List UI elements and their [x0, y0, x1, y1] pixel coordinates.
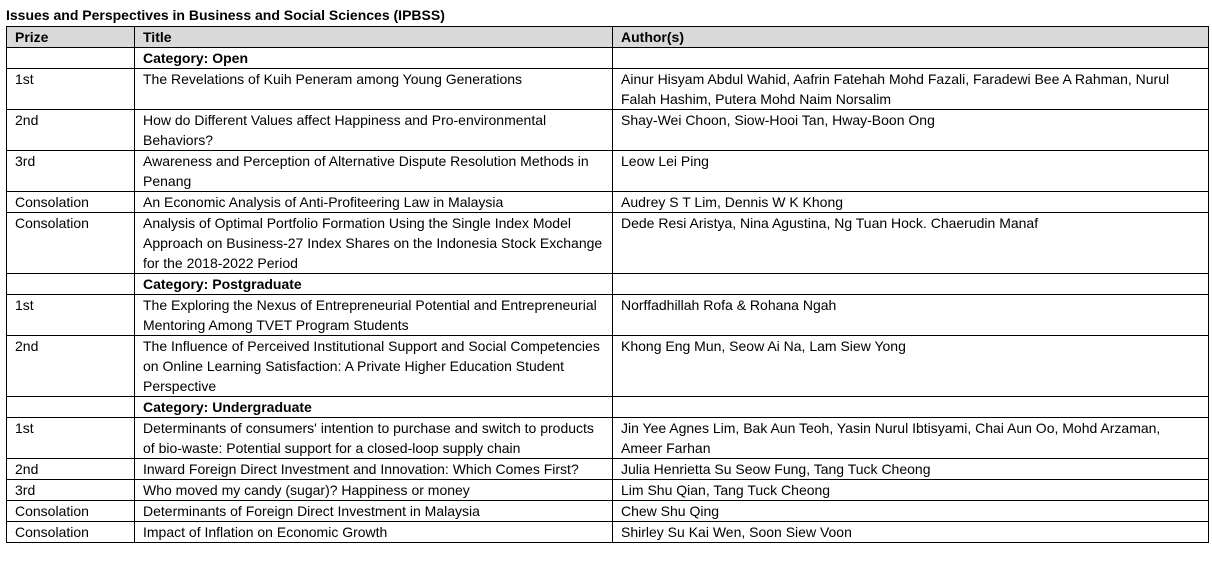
- authors-cell: Lim Shu Qian, Tang Tuck Cheong: [613, 480, 1209, 501]
- title-cell: An Economic Analysis of Anti-Profiteering Law in Malaysia: [135, 192, 613, 213]
- title-cell: Analysis of Optimal Portfolio Formation Using the Single Index Model Approach on Business-27 Index Shares on the Indonesia Stock Exchange for the 2018-2022 Period: [135, 213, 613, 274]
- authors-cell: Dede Resi Aristya, Nina Agustina, Ng Tuan Hock. Chaerudin Manaf: [613, 213, 1209, 274]
- category-label: Category: Postgraduate: [135, 274, 613, 295]
- authors-cell: Chew Shu Qing: [613, 501, 1209, 522]
- authors-cell: Jin Yee Agnes Lim, Bak Aun Teoh, Yasin Nurul Ibtisyami, Chai Aun Oo, Mohd Arzaman, Ameer Farhan: [613, 418, 1209, 459]
- category-label: Category: Open: [135, 48, 613, 69]
- table-row: [7, 522, 1209, 543]
- category-row: [7, 397, 1209, 418]
- title-cell: Determinants of Foreign Direct Investment in Malaysia: [135, 501, 613, 522]
- table-row: [7, 69, 1209, 110]
- authors-cell: Leow Lei Ping: [613, 151, 1209, 192]
- prize-cell: 1st: [7, 295, 135, 336]
- table-row: [7, 336, 1209, 397]
- category-row: [7, 48, 1209, 69]
- header-authors: Author(s): [613, 27, 1209, 48]
- prize-cell: Consolation: [7, 192, 135, 213]
- prize-cell: 3rd: [7, 480, 135, 501]
- table-row: [7, 418, 1209, 459]
- title-cell: The Revelations of Kuih Peneram among Young Generations: [135, 69, 613, 110]
- prize-cell: 2nd: [7, 459, 135, 480]
- prize-cell: Consolation: [7, 522, 135, 543]
- prize-cell: [7, 397, 135, 418]
- header-prize: Prize: [7, 27, 135, 48]
- prize-cell: 1st: [7, 418, 135, 459]
- header-title: Title: [135, 27, 613, 48]
- header-row: [7, 27, 1209, 48]
- title-cell: Awareness and Perception of Alternative Dispute Resolution Methods in Penang: [135, 151, 613, 192]
- title-cell: Determinants of consumers' intention to purchase and switch to products of bio-waste: Potential support for a closed-loop supply chain: [135, 418, 613, 459]
- title-cell: How do Different Values affect Happiness and Pro-environmental Behaviors?: [135, 110, 613, 151]
- category-label: Category: Undergraduate: [135, 397, 613, 418]
- title-cell: The Influence of Perceived Institutional Support and Social Competencies on Online Learning Satisfaction: A Private Higher Education Student Perspective: [135, 336, 613, 397]
- table-row: [7, 295, 1209, 336]
- prize-cell: Consolation: [7, 213, 135, 274]
- authors-cell: Ainur Hisyam Abdul Wahid, Aafrin Fatehah Mohd Fazali, Faradewi Bee A Rahman, Nurul Falah Hashim, Putera Mohd Naim Norsalim: [613, 69, 1209, 110]
- authors-cell: Julia Henrietta Su Seow Fung, Tang Tuck Cheong: [613, 459, 1209, 480]
- prize-cell: 2nd: [7, 336, 135, 397]
- authors-cell: [613, 397, 1209, 418]
- title-cell: The Exploring the Nexus of Entrepreneurial Potential and Entrepreneurial Mentoring Among TVET Program Students: [135, 295, 613, 336]
- title-cell: Inward Foreign Direct Investment and Innovation: Which Comes First?: [135, 459, 613, 480]
- table-row: [7, 459, 1209, 480]
- table-row: [7, 213, 1209, 274]
- authors-cell: [613, 274, 1209, 295]
- authors-cell: Khong Eng Mun, Seow Ai Na, Lam Siew Yong: [613, 336, 1209, 397]
- authors-cell: Shirley Su Kai Wen, Soon Siew Voon: [613, 522, 1209, 543]
- prize-cell: 1st: [7, 69, 135, 110]
- authors-cell: [613, 48, 1209, 69]
- table-row: [7, 110, 1209, 151]
- table-row: [7, 192, 1209, 213]
- authors-cell: Norffadhillah Rofa & Rohana Ngah: [613, 295, 1209, 336]
- document-title: Issues and Perspectives in Business and Social Sciences (IPBSS): [6, 7, 445, 23]
- prize-cell: [7, 48, 135, 69]
- prize-cell: [7, 274, 135, 295]
- table-row: [7, 501, 1209, 522]
- category-row: [7, 274, 1209, 295]
- table-row: [7, 151, 1209, 192]
- awards-table: [6, 26, 1209, 543]
- prize-cell: 2nd: [7, 110, 135, 151]
- table-row: [7, 480, 1209, 501]
- title-cell: Impact of Inflation on Economic Growth: [135, 522, 613, 543]
- prize-cell: 3rd: [7, 151, 135, 192]
- authors-cell: Audrey S T Lim, Dennis W K Khong: [613, 192, 1209, 213]
- prize-cell: Consolation: [7, 501, 135, 522]
- title-cell: Who moved my candy (sugar)? Happiness or money: [135, 480, 613, 501]
- authors-cell: Shay-Wei Choon, Siow-Hooi Tan, Hway-Boon Ong: [613, 110, 1209, 151]
